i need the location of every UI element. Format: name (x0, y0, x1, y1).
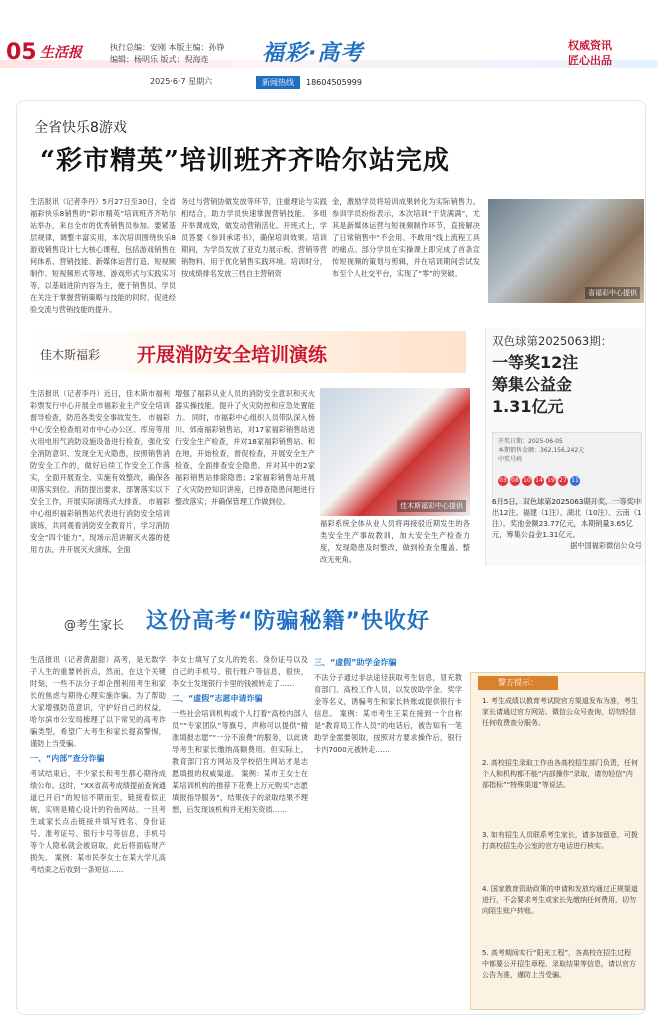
hotline-number: 18604505999 (306, 78, 362, 87)
article2-kicker: 佳木斯福彩 (40, 348, 101, 362)
ticket-line: 开奖日期：2025-06-05 (498, 438, 563, 445)
article1-col1: 生活报讯（记者李丹）5月27日至30日，全省福彩快乐8销售的“彩市精英”培训班齐齐哈尔站举办，来自全市的优秀销售员参加。要紧基层规律，调整丰富实用，本次培训围绕快乐8游戏销售设计七大核心课程，包括游戏销售在何体系、营销技能、新媒体运营打造、短视频制作、短视频形式等地、游戏形式与实践实习等，以基础进阶内容为主，便于销售员、学员在关注于掌握营销策略与技能的同时、促进经验交流与营销技能的提升。 (30, 197, 176, 314)
ball-icon: 10 (523, 477, 531, 484)
prize-line: 1.31亿元 (492, 397, 564, 416)
lottery-note-text: 6月5日，双色球第2025063期开奖，一等奖中出12注。福建（1注）、湖北（10注）、云南（1注）。奖池金额23.77亿元，本期销量3.65亿元，筹集公益金1.31亿元。 (492, 497, 642, 539)
editor-line: 编辑：杨明乐 版式：倪海连 (110, 55, 209, 64)
newspaper-name: 生活报 (40, 45, 82, 61)
article2-col2: 增强了福彩从业人员的消防安全意识和灭火器实操技能，提升了火灾防控和应急处置能力。 同时，市福彩中心组织人员带队深入杨川、郊南福彩销售站，对17家福彩销售站进行安全生产检查，并对18家福彩销售站、和在地，开始检查，督促检查，开展安全生产检查，全面排查安全隐患。并对其中的2家福彩销售站排除隐患；2家福彩销售站开展了火灾防控知识讲座，已排查隐患问题进行整改落实；并确保管理工作做到位。 (175, 389, 315, 506)
editor-credits (110, 42, 225, 66)
ticket-line: 本期销售金额：362,156,242元 (498, 447, 585, 454)
article3-section1-cont: 李女士填写了女儿的姓名、身份证号以及自己的手机号、银行账户等信息，很快，李女士发现银行卡里的钱被转走了…… (172, 655, 308, 688)
article2-photo (320, 388, 470, 516)
photo-caption: 佳木斯福彩中心提供 (397, 500, 466, 512)
article3-intro: 生活报讯（记者黄甜甜）高考，是无数学子人生的重要转折点，然而，在这个关键时刻，一些不法分子却企图利用考生和家长的焦虑与期待心理实施诈骗。为了帮助大家增强防范意识，守护好自己的权益，哈尔滨市公安局梳理了以下常见的高考诈骗类型，希望广大考生和家长提高警惕，谨防上当受骗。 (30, 655, 166, 748)
subheading: 二、“虚假”志愿申请诈骗 (172, 694, 263, 703)
ball-icon: 14 (535, 477, 543, 484)
tips-title: 警方提示： (478, 676, 558, 690)
ball-icon: 27 (559, 477, 567, 484)
article3-kicker: @考生家长 (64, 618, 125, 632)
editor-line: 执行总编：安刚 本版主编：孙铮 (110, 43, 225, 52)
article1-col3: 金，激励学员将培训成果转化为实际销售力。 参训学员纷纷表示，本次培训“干货满满”，尤其是新媒体运营与短视频制作环节，直接解决了日常销售中“不会用、不敢用”线上流程工具的痛点。部分学员在实操课上即完成了首条宣传短视频的策划与剪辑，并在培训期间尝试发布至个人社交平台，实现了“零”的突破。 (332, 197, 480, 278)
article1-photo (488, 199, 644, 303)
lottery-note (492, 496, 642, 551)
tip-item: 5. 高考期间实行“阳光工程”，各高校在招生过程中都要公开招生章程、录取结果等信息，请以官方公告为准，谨防上当受骗。 (482, 949, 636, 979)
ball-icon: 11 (571, 477, 579, 484)
article1-col2: 务过与营销协做发放等环节，注重理论与实践相结合，助力学员快速掌握营销技能。 多组开举课成效，做发动营销活化。开班式上，学员答要《参训承诺书》，确保培训效果。培训期间，为学员发放了亚克力展示板、营销等营销物料，用于优化销售实践环境。培训时分，按成绩排名发放三档自主营销资 (181, 197, 327, 278)
tip-item: 2. 高校招生录取工作由各高校招生部门负责，任何个人和机构都不能“内部操作”录取，请勿轻信“内部指标”“特殊渠道”等说法。 (482, 759, 638, 789)
article3-section2: 一些社会培训机构或个人打着“高校内部人员”“专家团队”等旗号，声称可以提供“精准填报志愿”“一分不浪费”的服务，以此诱导考生和家长缴纳高额费用。但实际上，教育部门官方网站及学校招生网站才是志愿填报的权威渠道。 案例：某市王女士在某培训机构的推荐下花费上万元购买“志愿填报指导服务”，结果孩子的录取结果不理想，后发现该机构并无相关资质…… (172, 709, 308, 814)
tip-item: 4. 国家教育资助政策的申请和发放均通过正规渠道进行，不会要求考生或家长先缴纳任何费用，切勿向陌生账户转账。 (482, 885, 638, 915)
prize-line: 一等奖12注 (492, 353, 579, 372)
slogan (568, 38, 612, 68)
article3-col3 (314, 654, 462, 1010)
ball-icon: 08 (511, 477, 519, 484)
ball-icon: 19 (547, 477, 555, 484)
lottery-source: 据中国福彩微信公众号 (570, 541, 642, 550)
article2-col3: 福彩系统全体从业人员将再接驳近期发生的各类安全生产事故教训，加大安全生产检查力度，发现隐患及时整改，做到检查全覆盖、整改无死角。 (320, 519, 470, 564)
article2-title: 开展消防安全培训演练 (137, 344, 328, 366)
article3-title: 这份高考“防骗秘籍”快收好 (146, 609, 430, 634)
lottery-headline: 双色球第2025063期： (492, 334, 613, 348)
tip-item: 3. 如有招生人员联系考生家长，请多加留意，可拨打高校招生办公室的官方电话进行核实。 (482, 831, 638, 850)
winning-balls (498, 467, 636, 486)
photo-caption: 省福彩中心提供 (585, 287, 640, 299)
subheading: 三、“虚假”助学金诈骗 (314, 658, 397, 667)
prize-line: 筹集公益金 (492, 375, 573, 394)
article3-col1 (30, 654, 166, 1010)
slogan-line: 权威资讯 (568, 39, 612, 52)
article2-col1: 生活报讯（记者李丹）近日，佳木斯市福利彩票发行中心开展全市福彩业主产安全培训督导检查，防范各类安全事故发生。 市福彩中心安全检查组对市中心办公区、库房等用火用电用气消防设施设备进行检查，强化安全消防意识、发现全无火隐患，按照销售消防安全工作的，做好后续工作安全工作落实，全面开展查全、实施有效整改，确保各项落实到位。消防提出要求，部署落实以下安全工作，开展实际演练式大排查。 市福彩中心组织福彩销售站代表进行消防安全培训演练，共同观看消防安全教育片，学习消防安全“四个能力”，现场示范讲解灭火器的使用方法，并开展灭火演练，全面 (30, 389, 170, 554)
ball-icon: 03 (499, 477, 507, 484)
tip-item: 1. 考生成绩以教育考试院官方渠道发布为准，考生家长请通过官方网站、微信公众号查询，切勿轻信任何收费查分服务。 (482, 697, 638, 727)
section-title: 福彩·高考 (262, 41, 364, 66)
slogan-line: 匠心出品 (568, 54, 612, 67)
subheading: 一、“内部”查分诈骗 (30, 754, 105, 763)
article1-kicker: 全省快乐8游戏 (34, 120, 127, 136)
ticket-line: 中奖号码 (498, 456, 523, 463)
article3-section3: 不法分子通过非法途径获取考生信息，冒充教育部门、高校工作人员，以发放助学金、奖学金等名义，诱骗考生和家长转账或提供银行卡信息。 案例：某市考生王某在接到一个自称是“教育局工作人员”的电话后，被告知有一笔助学金需要领取，按照对方要求操作后，银行卡内7000元被转走…… (314, 673, 462, 754)
article1-title: “彩市精英”培训班齐齐哈尔站完成 (40, 146, 450, 176)
lottery-prize (492, 352, 578, 418)
article3-col2 (172, 654, 308, 1010)
page-number: 05 (6, 40, 37, 65)
hotline-label: 新闻热线 (256, 76, 300, 89)
lottery-ticket (492, 432, 642, 504)
article3-section1: 考试结束后，不少家长和考生都心期待成绩公布。这时，“XX省高考成绩提前查询通道已开启”的短信不期而至，链接看似正规，实则是精心设计的钓鱼网站。一旦考生或家长点击链接并填写姓名、身份证号、准考证号、银行卡号等信息，手机号等个人隐私就会被窃取，此后将面临财产损失。 案例：某市民李女士在某大学儿高考结束之后收到一条短信…… (30, 769, 166, 874)
issue-date: 2025·6·7 星期六 (150, 77, 213, 86)
